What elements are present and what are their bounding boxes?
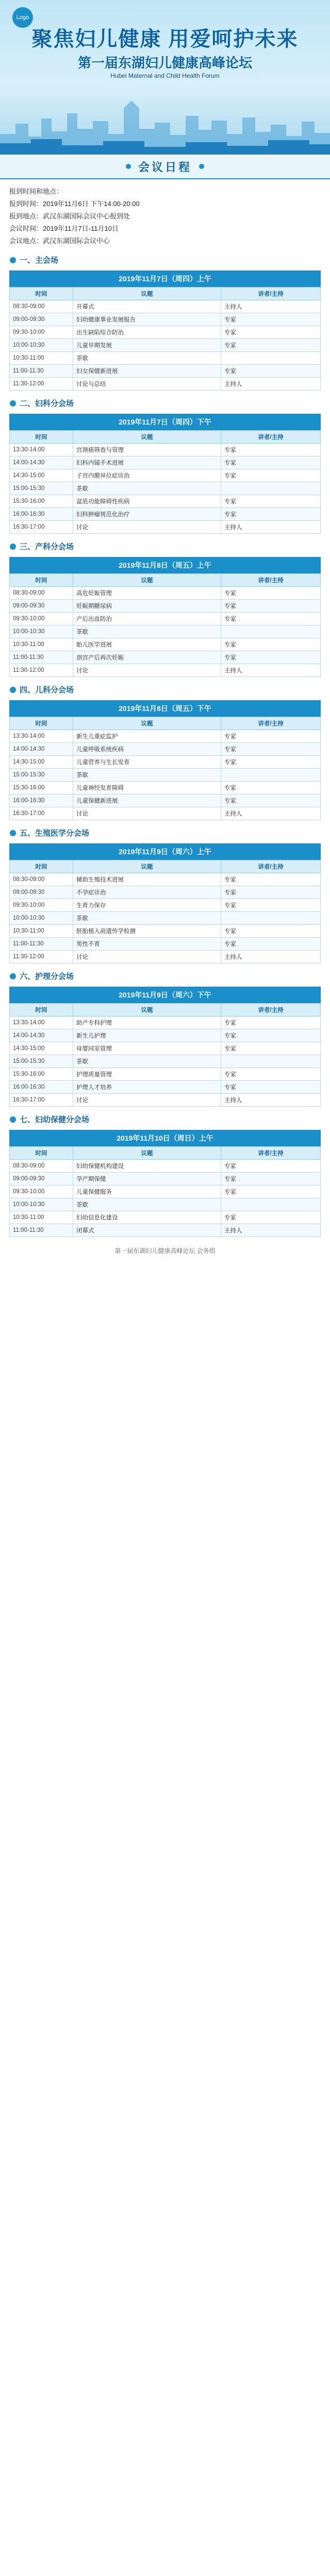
table-row bbox=[10, 769, 321, 782]
table-header: 议题 bbox=[73, 431, 221, 444]
session-time: 10:30-11:00 bbox=[10, 638, 73, 651]
table-row bbox=[10, 912, 321, 925]
table-header: 讲者/主持 bbox=[221, 1147, 321, 1160]
table-row bbox=[10, 508, 321, 521]
session-topic: 出生缺陷综合防治 bbox=[73, 326, 221, 339]
table-header: 时间 bbox=[10, 1147, 73, 1160]
session-topic: 母婴同室管理 bbox=[73, 1042, 221, 1055]
session-topic: 儿童保健新进展 bbox=[73, 794, 221, 807]
table-row bbox=[10, 730, 321, 743]
session-time: 16:00-16:30 bbox=[10, 508, 73, 521]
session-topic: 妇幼保健机构建设 bbox=[73, 1160, 221, 1173]
session-time: 09:00-09:30 bbox=[10, 313, 73, 326]
session-speaker: 专家 bbox=[221, 1068, 321, 1081]
table-row bbox=[10, 1094, 321, 1107]
session-speaker: 专家 bbox=[221, 613, 321, 625]
session-time: 14:00-14:30 bbox=[10, 456, 73, 469]
table-header: 时间 bbox=[10, 717, 73, 730]
session-speaker bbox=[221, 1198, 321, 1211]
day-header: 2019年11月10日（周日）上午 bbox=[9, 1130, 321, 1146]
session-time: 14:30-15:00 bbox=[10, 1042, 73, 1055]
session-topic: 胎儿医学进展 bbox=[73, 638, 221, 651]
session-topic: 助产专科护理 bbox=[73, 1016, 221, 1029]
session-time: 13:30-14:00 bbox=[10, 730, 73, 743]
table-header: 讲者/主持 bbox=[221, 717, 321, 730]
table-header: 议题 bbox=[73, 574, 221, 587]
section-bullet-icon bbox=[9, 257, 16, 264]
table-header: 讲者/主持 bbox=[221, 431, 321, 444]
session-speaker: 专家 bbox=[221, 1029, 321, 1042]
session-speaker: 专家 bbox=[221, 587, 321, 600]
session-topic: 茶歇 bbox=[73, 1055, 221, 1068]
section-title bbox=[9, 1114, 321, 1125]
table-row bbox=[10, 886, 321, 899]
table-row bbox=[10, 378, 321, 391]
table-row bbox=[10, 1160, 321, 1173]
table-row bbox=[10, 1173, 321, 1185]
info-line: 报到地点：武汉东湖国际会议中心报到处 bbox=[9, 212, 130, 220]
session-topic: 讨论与总结 bbox=[73, 378, 221, 391]
table-row bbox=[10, 313, 321, 326]
table-row bbox=[10, 326, 321, 339]
session-topic: 茶歇 bbox=[73, 482, 221, 495]
session-topic: 护理人才培养 bbox=[73, 1081, 221, 1094]
session-time: 11:30-12:00 bbox=[10, 378, 73, 391]
city-skyline-illustration bbox=[0, 98, 330, 155]
session-topic: 开幕式 bbox=[73, 300, 221, 313]
table-header: 讲者/主持 bbox=[221, 574, 321, 587]
session-time: 10:30-11:00 bbox=[10, 1211, 73, 1224]
table-row bbox=[10, 600, 321, 613]
session-speaker: 专家 bbox=[221, 600, 321, 613]
table-row bbox=[10, 1211, 321, 1224]
table-row bbox=[10, 873, 321, 886]
table-row bbox=[10, 1185, 321, 1198]
table-row bbox=[10, 482, 321, 495]
table-row bbox=[10, 352, 321, 365]
session-speaker bbox=[221, 769, 321, 782]
session-speaker: 专家 bbox=[221, 1160, 321, 1173]
session-topic: 新生儿重症监护 bbox=[73, 730, 221, 743]
session-topic: 儿童早期发展 bbox=[73, 339, 221, 352]
session-time: 11:00-11:30 bbox=[10, 651, 73, 664]
session-time: 14:30-15:00 bbox=[10, 469, 73, 482]
session-topic: 高危妊娠管理 bbox=[73, 587, 221, 600]
session-time: 11:30-12:00 bbox=[10, 664, 73, 677]
session-speaker: 主持人 bbox=[221, 664, 321, 677]
table-row bbox=[10, 456, 321, 469]
session-speaker: 主持人 bbox=[221, 521, 321, 534]
session-topic: 茶歇 bbox=[73, 1198, 221, 1211]
section-bullet-icon bbox=[9, 973, 16, 980]
session-speaker: 专家 bbox=[221, 925, 321, 938]
session-time: 13:30-14:00 bbox=[10, 1016, 73, 1029]
session-speaker: 专家 bbox=[221, 886, 321, 899]
section-bullet-icon bbox=[9, 400, 16, 407]
session-speaker bbox=[221, 1055, 321, 1068]
session-speaker: 专家 bbox=[221, 730, 321, 743]
session-time: 13:30-14:00 bbox=[10, 444, 73, 456]
table-row bbox=[10, 1016, 321, 1029]
agenda-sections bbox=[9, 255, 321, 1237]
session-speaker bbox=[221, 482, 321, 495]
table-header: 讲者/主持 bbox=[221, 287, 321, 300]
section-title bbox=[9, 684, 321, 695]
session-speaker: 专家 bbox=[221, 938, 321, 951]
table-header: 时间 bbox=[10, 431, 73, 444]
agenda-title: 会议日程 bbox=[138, 160, 192, 174]
session-time: 15:30-16:00 bbox=[10, 1068, 73, 1081]
session-speaker: 主持人 bbox=[221, 951, 321, 963]
section-title-text: 七、妇幼保健分会场 bbox=[20, 1115, 90, 1124]
session-topic: 妇女保健新进展 bbox=[73, 365, 221, 378]
table-row bbox=[10, 638, 321, 651]
table-row bbox=[10, 625, 321, 638]
day-header: 2019年11月7日（周四）下午 bbox=[9, 414, 321, 430]
session-topic: 儿童呼吸系统疾病 bbox=[73, 743, 221, 756]
session-topic: 茶歇 bbox=[73, 769, 221, 782]
table-row bbox=[10, 899, 321, 912]
session-speaker: 专家 bbox=[221, 638, 321, 651]
day-header: 2019年11月9日（周六）上午 bbox=[9, 843, 321, 860]
session-speaker: 专家 bbox=[221, 456, 321, 469]
table-header: 讲者/主持 bbox=[221, 1004, 321, 1016]
session-topic: 讨论 bbox=[73, 951, 221, 963]
session-time: 14:00-14:30 bbox=[10, 1029, 73, 1042]
table-header: 讲者/主持 bbox=[221, 860, 321, 873]
session-time: 11:00-11:30 bbox=[10, 1224, 73, 1237]
session-time: 09:30-10:00 bbox=[10, 899, 73, 912]
forum-title: 第一届东湖妇儿健康高峰论坛 bbox=[77, 55, 252, 71]
forum-logo: Logo bbox=[12, 7, 33, 28]
table-row bbox=[10, 613, 321, 625]
section-title bbox=[9, 827, 321, 838]
session-speaker: 专家 bbox=[221, 469, 321, 482]
table-row bbox=[10, 938, 321, 951]
session-time: 15:30-16:00 bbox=[10, 495, 73, 508]
table-row bbox=[10, 794, 321, 807]
section-title-text: 四、儿科分会场 bbox=[20, 686, 74, 694]
session-speaker bbox=[221, 625, 321, 638]
day-header: 2019年11月9日（周六）下午 bbox=[9, 987, 321, 1003]
session-speaker: 专家 bbox=[221, 1042, 321, 1055]
session-topic: 生育力保存 bbox=[73, 899, 221, 912]
session-topic: 胚胎植入前遗传学检测 bbox=[73, 925, 221, 938]
agenda-banner bbox=[0, 155, 330, 179]
session-speaker: 专家 bbox=[221, 495, 321, 508]
session-topic: 不孕症诊治 bbox=[73, 886, 221, 899]
section-title bbox=[9, 971, 321, 981]
section-bullet-icon bbox=[9, 1116, 16, 1123]
session-speaker bbox=[221, 352, 321, 365]
table-row bbox=[10, 1198, 321, 1211]
table-row bbox=[10, 339, 321, 352]
table-header: 议题 bbox=[73, 860, 221, 873]
table-row bbox=[10, 807, 321, 820]
session-speaker: 专家 bbox=[221, 756, 321, 769]
session-time: 10:00-10:30 bbox=[10, 339, 73, 352]
session-speaker: 专家 bbox=[221, 1211, 321, 1224]
table-row bbox=[10, 756, 321, 769]
session-topic: 子宫内膜异位症诊治 bbox=[73, 469, 221, 482]
main-slogan: 聚焦妇儿健康 用爱呵护未来 bbox=[31, 28, 299, 50]
session-topic: 妇科内镜手术进展 bbox=[73, 456, 221, 469]
session-speaker: 专家 bbox=[221, 326, 321, 339]
agenda-table bbox=[9, 860, 321, 963]
session-time: 09:00-09:30 bbox=[10, 886, 73, 899]
session-speaker: 专家 bbox=[221, 1081, 321, 1094]
banner-dot-icon bbox=[199, 164, 204, 169]
agenda-content bbox=[0, 179, 330, 1270]
session-time: 11:00-11:30 bbox=[10, 938, 73, 951]
session-speaker: 专家 bbox=[221, 794, 321, 807]
session-speaker: 专家 bbox=[221, 899, 321, 912]
table-row bbox=[10, 1081, 321, 1094]
table-row bbox=[10, 1224, 321, 1237]
table-row bbox=[10, 365, 321, 378]
session-topic: 辅助生殖技术进展 bbox=[73, 873, 221, 886]
session-speaker: 专家 bbox=[221, 444, 321, 456]
table-row bbox=[10, 782, 321, 794]
agenda-table bbox=[9, 430, 321, 534]
session-topic: 讨论 bbox=[73, 807, 221, 820]
day-header: 2019年11月7日（周四）上午 bbox=[9, 270, 321, 287]
section-title-text: 六、护理分会场 bbox=[20, 972, 74, 981]
session-speaker: 专家 bbox=[221, 339, 321, 352]
section-title-text: 二、妇科分会场 bbox=[20, 399, 74, 408]
table-row bbox=[10, 521, 321, 534]
table-row bbox=[10, 651, 321, 664]
session-speaker: 专家 bbox=[221, 651, 321, 664]
table-row bbox=[10, 469, 321, 482]
session-topic: 盆底功能障碍性疾病 bbox=[73, 495, 221, 508]
table-row bbox=[10, 300, 321, 313]
session-time: 08:30-09:00 bbox=[10, 587, 73, 600]
session-time: 10:30-11:00 bbox=[10, 352, 73, 365]
session-speaker: 专家 bbox=[221, 365, 321, 378]
session-time: 09:00-09:30 bbox=[10, 1173, 73, 1185]
session-time: 16:00-16:30 bbox=[10, 794, 73, 807]
session-speaker: 专家 bbox=[221, 743, 321, 756]
session-time: 08:30-09:00 bbox=[10, 873, 73, 886]
session-time: 15:00-15:30 bbox=[10, 1055, 73, 1068]
table-row bbox=[10, 587, 321, 600]
session-speaker: 主持人 bbox=[221, 1094, 321, 1107]
session-speaker: 专家 bbox=[221, 1016, 321, 1029]
session-time: 09:30-10:00 bbox=[10, 613, 73, 625]
session-topic: 妇幼信息化建设 bbox=[73, 1211, 221, 1224]
agenda-table bbox=[9, 573, 321, 677]
table-header: 时间 bbox=[10, 574, 73, 587]
table-row bbox=[10, 951, 321, 963]
session-topic: 茶歇 bbox=[73, 625, 221, 638]
section-bullet-icon bbox=[9, 829, 16, 837]
session-topic: 儿童神经发育障碍 bbox=[73, 782, 221, 794]
footer-note: 第一届东湖妇儿健康高峰论坛 会务组 bbox=[114, 1247, 216, 1255]
session-speaker: 主持人 bbox=[221, 807, 321, 820]
session-topic: 讨论 bbox=[73, 1094, 221, 1107]
info-line: 报到时间和地点： bbox=[9, 188, 63, 195]
session-speaker: 专家 bbox=[221, 313, 321, 326]
table-row bbox=[10, 743, 321, 756]
table-header: 议题 bbox=[73, 717, 221, 730]
section-title bbox=[9, 398, 321, 409]
session-topic: 讨论 bbox=[73, 664, 221, 677]
session-topic: 儿童营养与生长发育 bbox=[73, 756, 221, 769]
section-title bbox=[9, 541, 321, 552]
session-topic: 妇科肿瘤规范化治疗 bbox=[73, 508, 221, 521]
session-time: 11:00-11:30 bbox=[10, 365, 73, 378]
session-time: 14:00-14:30 bbox=[10, 743, 73, 756]
session-speaker: 专家 bbox=[221, 1173, 321, 1185]
table-header: 时间 bbox=[10, 287, 73, 300]
session-topic: 讨论 bbox=[73, 521, 221, 534]
table-header: 议题 bbox=[73, 1004, 221, 1016]
session-speaker: 专家 bbox=[221, 508, 321, 521]
session-topic: 护理质量管理 bbox=[73, 1068, 221, 1081]
session-time: 16:30-17:00 bbox=[10, 521, 73, 534]
session-topic: 妊娠期糖尿病 bbox=[73, 600, 221, 613]
organizer-line: Hubei Maternal and Child Health Forum bbox=[110, 72, 220, 79]
info-line: 会议时间：2019年11月7日-11月10日 bbox=[9, 225, 119, 232]
session-time: 16:30-17:00 bbox=[10, 1094, 73, 1107]
day-header: 2019年11月8日（周五）上午 bbox=[9, 557, 321, 573]
session-time: 14:30-15:00 bbox=[10, 756, 73, 769]
session-speaker: 主持人 bbox=[221, 1224, 321, 1237]
session-topic: 剖宫产后再次妊娠 bbox=[73, 651, 221, 664]
table-row bbox=[10, 1055, 321, 1068]
agenda-table bbox=[9, 717, 321, 820]
table-header: 议题 bbox=[73, 287, 221, 300]
session-speaker: 专家 bbox=[221, 873, 321, 886]
table-row bbox=[10, 495, 321, 508]
table-header: 议题 bbox=[73, 1147, 221, 1160]
session-topic: 宫颈癌筛查与管理 bbox=[73, 444, 221, 456]
section-title-text: 三、产科分会场 bbox=[20, 543, 74, 551]
session-topic: 茶歇 bbox=[73, 352, 221, 365]
table-row bbox=[10, 444, 321, 456]
section-title bbox=[9, 255, 321, 265]
agenda-table bbox=[9, 287, 321, 391]
section-title-text: 五、生殖医学分会场 bbox=[20, 829, 90, 838]
table-row bbox=[10, 1029, 321, 1042]
info-line: 报到时间：2019年11月6日 下午14:00-20:00 bbox=[9, 200, 140, 208]
day-header: 2019年11月8日（周五）下午 bbox=[9, 700, 321, 717]
session-time: 09:30-10:00 bbox=[10, 1185, 73, 1198]
session-time: 10:30-11:00 bbox=[10, 925, 73, 938]
table-row bbox=[10, 664, 321, 677]
session-topic: 产后出血防治 bbox=[73, 613, 221, 625]
session-topic: 男性不育 bbox=[73, 938, 221, 951]
session-time: 10:00-10:30 bbox=[10, 1198, 73, 1211]
hero-banner bbox=[0, 0, 330, 155]
session-time: 15:00-15:30 bbox=[10, 482, 73, 495]
session-time: 16:30-17:00 bbox=[10, 807, 73, 820]
session-topic: 新生儿护理 bbox=[73, 1029, 221, 1042]
banner-dot-icon bbox=[126, 164, 131, 169]
section-bullet-icon bbox=[9, 686, 16, 693]
session-topic: 闭幕式 bbox=[73, 1224, 221, 1237]
session-time: 10:00-10:30 bbox=[10, 912, 73, 925]
registration-info bbox=[9, 185, 321, 247]
session-time: 09:30-10:00 bbox=[10, 326, 73, 339]
agenda-table bbox=[9, 1003, 321, 1107]
session-topic: 茶歇 bbox=[73, 912, 221, 925]
table-row bbox=[10, 925, 321, 938]
session-time: 09:00-09:30 bbox=[10, 600, 73, 613]
section-title-text: 一、主会场 bbox=[20, 256, 59, 265]
session-time: 11:30-12:00 bbox=[10, 951, 73, 963]
session-time: 15:30-16:00 bbox=[10, 782, 73, 794]
table-header: 时间 bbox=[10, 1004, 73, 1016]
session-speaker bbox=[221, 912, 321, 925]
session-speaker: 主持人 bbox=[221, 300, 321, 313]
session-time: 08:30-09:00 bbox=[10, 300, 73, 313]
session-time: 16:00-16:30 bbox=[10, 1081, 73, 1094]
table-row bbox=[10, 1042, 321, 1055]
session-speaker: 专家 bbox=[221, 782, 321, 794]
session-speaker: 主持人 bbox=[221, 378, 321, 391]
session-speaker: 专家 bbox=[221, 1185, 321, 1198]
table-header: 时间 bbox=[10, 860, 73, 873]
session-topic: 孕产期保健 bbox=[73, 1173, 221, 1185]
session-time: 10:00-10:30 bbox=[10, 625, 73, 638]
info-line: 会议地点：武汉东湖国际会议中心 bbox=[9, 237, 110, 245]
session-time: 08:30-09:00 bbox=[10, 1160, 73, 1173]
session-topic: 儿童保健服务 bbox=[73, 1185, 221, 1198]
agenda-table bbox=[9, 1146, 321, 1237]
session-time: 15:00-15:30 bbox=[10, 769, 73, 782]
session-topic: 妇幼健康事业发展报告 bbox=[73, 313, 221, 326]
table-row bbox=[10, 1068, 321, 1081]
section-bullet-icon bbox=[9, 543, 16, 550]
